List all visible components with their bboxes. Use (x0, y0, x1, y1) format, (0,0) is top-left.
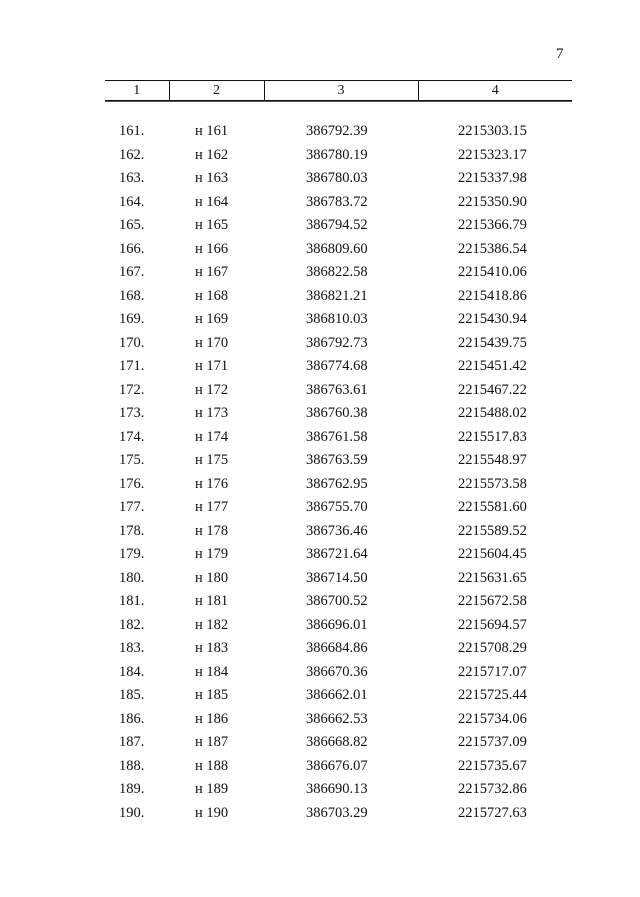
coordinate-x: 386822.58 (306, 264, 368, 280)
coordinate-x: 386670.36 (306, 663, 368, 680)
coordinate-y: 2215410.06 (458, 264, 527, 280)
coordinate-x: 386810.03 (306, 311, 368, 327)
point-number: 187. (119, 734, 145, 750)
table-row (0, 145, 640, 169)
coordinate-y: 2215734.06 (458, 710, 527, 727)
point-number: 168. (119, 287, 145, 304)
table-row (0, 380, 640, 404)
coordinate-y: 2215303.15 (458, 123, 527, 139)
point-number: 167. (119, 264, 145, 280)
point-number: 190. (119, 804, 145, 821)
point-number: 165. (119, 217, 145, 233)
table-row (0, 638, 640, 662)
coordinates-table-body (0, 121, 640, 826)
point-number: 179. (119, 546, 145, 562)
point-label: н 168 (195, 287, 229, 304)
column-header-table (105, 80, 572, 101)
coordinate-x: 386763.59 (306, 452, 368, 468)
table-row (0, 779, 640, 803)
point-number: 162. (119, 146, 145, 163)
point-number: 173. (119, 405, 145, 421)
point-label: н 178 (195, 522, 229, 539)
coordinate-x: 386761.58 (306, 428, 368, 445)
coordinate-x: 386662.53 (306, 710, 368, 727)
table-row (0, 591, 640, 615)
point-label: н 171 (195, 358, 229, 374)
table-row (0, 168, 640, 192)
coordinate-y: 2215386.54 (458, 240, 527, 257)
coordinate-x: 386700.52 (306, 593, 368, 609)
coordinate-x: 386684.86 (306, 640, 368, 656)
coordinate-x: 386792.73 (306, 334, 368, 351)
point-number: 183. (119, 640, 145, 656)
coordinate-y: 2215573.58 (458, 475, 527, 492)
point-number: 185. (119, 687, 145, 703)
coordinate-y: 2215694.57 (458, 616, 527, 633)
point-number: 176. (119, 475, 145, 492)
page-number: 7 (556, 46, 564, 62)
coordinate-y: 2215717.07 (458, 663, 527, 680)
point-label: н 175 (195, 452, 229, 468)
table-row (0, 262, 640, 286)
coordinate-x: 386736.46 (306, 522, 368, 539)
point-label: н 181 (195, 593, 229, 609)
table-row (0, 662, 640, 686)
table-row (0, 356, 640, 380)
table-row (0, 709, 640, 733)
coordinate-x: 386696.01 (306, 616, 368, 633)
table-row (0, 568, 640, 592)
coordinate-y: 2215366.79 (458, 217, 527, 233)
coordinate-x: 386755.70 (306, 499, 368, 515)
point-number: 184. (119, 663, 145, 680)
point-label: н 176 (195, 475, 229, 492)
coordinate-x: 386760.38 (306, 405, 368, 421)
table-row (0, 615, 640, 639)
point-label: н 174 (195, 428, 229, 445)
point-number: 186. (119, 710, 145, 727)
table-row (0, 309, 640, 333)
table-row (0, 803, 640, 827)
point-number: 169. (119, 311, 145, 327)
coordinate-y: 2215517.83 (458, 428, 527, 445)
point-label: н 166 (195, 240, 229, 257)
point-number: 177. (119, 499, 145, 515)
table-row (0, 474, 640, 498)
table-row (0, 192, 640, 216)
coordinate-y: 2215581.60 (458, 499, 527, 515)
table-row (0, 403, 640, 427)
point-label: н 179 (195, 546, 229, 562)
column-header-1: 1 (105, 81, 169, 101)
point-number: 180. (119, 569, 145, 586)
table-row (0, 286, 640, 310)
point-label: н 188 (195, 757, 229, 774)
table-row (0, 121, 640, 145)
coordinate-x: 386762.95 (306, 475, 368, 492)
coordinate-y: 2215323.17 (458, 146, 527, 163)
point-number: 188. (119, 757, 145, 774)
coordinate-y: 2215737.09 (458, 734, 527, 750)
point-label: н 180 (195, 569, 229, 586)
coordinate-y: 2215589.52 (458, 522, 527, 539)
point-number: 172. (119, 381, 145, 398)
coordinate-y: 2215548.97 (458, 452, 527, 468)
table-row (0, 215, 640, 239)
point-label: н 185 (195, 687, 229, 703)
coordinate-x: 386780.19 (306, 146, 368, 163)
point-number: 174. (119, 428, 145, 445)
point-label: н 167 (195, 264, 229, 280)
coordinate-x: 386809.60 (306, 240, 368, 257)
column-header-3: 3 (264, 81, 418, 101)
point-label: н 184 (195, 663, 229, 680)
coordinate-y: 2215350.90 (458, 193, 527, 210)
table-row (0, 239, 640, 263)
column-header-2: 2 (169, 81, 264, 101)
point-label: н 186 (195, 710, 229, 727)
coordinate-y: 2215430.94 (458, 311, 527, 327)
coordinate-x: 386792.39 (306, 123, 368, 139)
coordinate-x: 386780.03 (306, 170, 368, 186)
coordinate-y: 2215672.58 (458, 593, 527, 609)
point-number: 175. (119, 452, 145, 468)
point-number: 163. (119, 170, 145, 186)
coordinate-y: 2215732.86 (458, 781, 527, 797)
point-label: н 165 (195, 217, 229, 233)
point-label: н 169 (195, 311, 229, 327)
point-label: н 173 (195, 405, 229, 421)
point-label: н 170 (195, 334, 229, 351)
coordinate-x: 386763.61 (306, 381, 368, 398)
coordinate-y: 2215727.63 (458, 804, 527, 821)
coordinate-y: 2215735.67 (458, 757, 527, 774)
coordinate-y: 2215467.22 (458, 381, 527, 398)
point-label: н 187 (195, 734, 229, 750)
coordinate-x: 386668.82 (306, 734, 368, 750)
table-row (0, 427, 640, 451)
point-label: н 183 (195, 640, 229, 656)
point-number: 171. (119, 358, 145, 374)
coordinate-y: 2215604.45 (458, 546, 527, 562)
coordinate-x: 386794.52 (306, 217, 368, 233)
coordinate-y: 2215418.86 (458, 287, 527, 304)
header-divider (105, 101, 572, 102)
point-number: 161. (119, 123, 145, 139)
point-number: 181. (119, 593, 145, 609)
point-number: 182. (119, 616, 145, 633)
coordinate-y: 2215708.29 (458, 640, 527, 656)
coordinate-y: 2215337.98 (458, 170, 527, 186)
table-row (0, 732, 640, 756)
table-row (0, 685, 640, 709)
coordinate-x: 386721.64 (306, 546, 368, 562)
point-label: н 177 (195, 499, 229, 515)
table-row (0, 450, 640, 474)
point-number: 178. (119, 522, 145, 539)
point-number: 166. (119, 240, 145, 257)
point-number: 189. (119, 781, 145, 797)
coordinate-x: 386714.50 (306, 569, 368, 586)
point-label: н 190 (195, 804, 229, 821)
table-row (0, 521, 640, 545)
point-label: н 172 (195, 381, 229, 398)
column-header-row (105, 81, 572, 101)
column-header-4: 4 (418, 81, 572, 101)
coordinate-y: 2215631.65 (458, 569, 527, 586)
coordinate-y: 2215725.44 (458, 687, 527, 703)
coordinate-x: 386783.72 (306, 193, 368, 210)
point-label: н 162 (195, 146, 229, 163)
point-label: н 161 (195, 123, 229, 139)
point-number: 170. (119, 334, 145, 351)
coordinate-x: 386676.07 (306, 757, 368, 774)
coordinate-y: 2215451.42 (458, 358, 527, 374)
coordinate-y: 2215439.75 (458, 334, 527, 351)
coordinate-y: 2215488.02 (458, 405, 527, 421)
table-row (0, 544, 640, 568)
coordinate-x: 386774.68 (306, 358, 368, 374)
coordinate-x: 386662.01 (306, 687, 368, 703)
coordinate-x: 386690.13 (306, 781, 368, 797)
coordinate-x: 386821.21 (306, 287, 368, 304)
point-number: 164. (119, 193, 145, 210)
table-row (0, 497, 640, 521)
coordinate-x: 386703.29 (306, 804, 368, 821)
point-label: н 182 (195, 616, 229, 633)
table-row (0, 333, 640, 357)
point-label: н 164 (195, 193, 229, 210)
point-label: н 189 (195, 781, 229, 797)
point-label: н 163 (195, 170, 229, 186)
table-row (0, 756, 640, 780)
